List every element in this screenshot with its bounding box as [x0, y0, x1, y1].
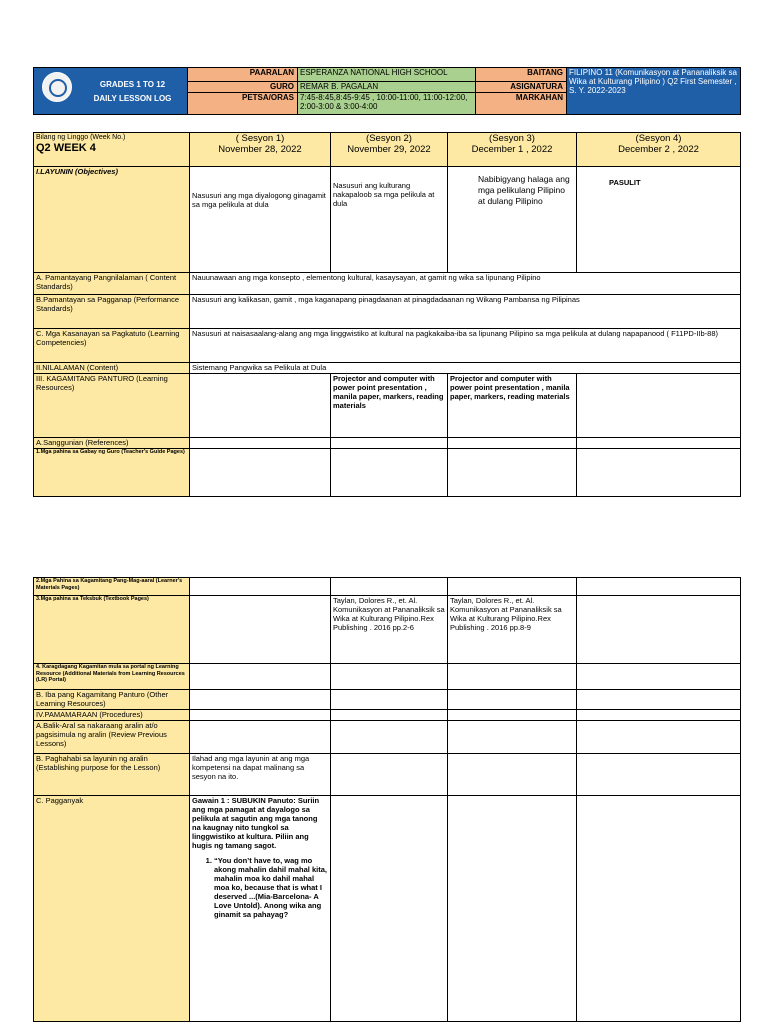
session-1-header: ( Sesyon 1) November 28, 2022 [190, 133, 331, 167]
subject-info: FILIPINO 11 (Komunikasyon at Pananaliksik sa Wika at Kulturang Pilipino ) Q2 First Semester , S. Y. 2022-2023 [567, 68, 741, 115]
week-label: Bilang ng Linggo (Week No.) [36, 134, 126, 141]
learning-resources-label: III. KAGAMITANG PANTURO (Learning Resources) [34, 374, 190, 438]
header-title-cell [34, 68, 188, 115]
competencies-label: C. Mga Kasanayan sa Pagkatuto (Learning Competencies) [34, 329, 190, 363]
quarter-label: MARKAHAN [476, 93, 567, 115]
textbook-s2: Taylan, Dolores R., et. Al. Komunikasyon at Pananaliksik sa Wika at Kulturang Pilipino.Rex Publishing . 2016 pp.2-6 [331, 596, 448, 664]
lesson-log-table-1 [33, 132, 741, 497]
subject-label: ASIGNATURA [476, 82, 567, 93]
performance-standards-label: B.Pamantayan sa Pagganap (Performance Standards) [34, 295, 190, 329]
lesson-log-table-2 [33, 577, 741, 1022]
school-label: PAARALAN [188, 68, 298, 82]
resources-s1 [190, 374, 331, 438]
competencies-text: Nasusuri at naisasaalang-alang ang mga linggwistiko at kultural na pagkakaiba-iba sa lipunang Pilipino sa mga pelikula at dulang napapanood ( F11PD-IIb-88) [190, 329, 741, 363]
date-label: PETSA/ORAS [188, 93, 298, 115]
session-3-header: (Sesyon 3) December 1 , 2022 [448, 133, 577, 167]
deped-seal-icon [42, 72, 72, 102]
activity-item-1: 1. “You don’t have to, wag mo akong mahalin dahil mahal kita, mahalin moa ko dahil mahal moa ko, because that is what I deserved ...(Mia-Barcelona- A Love Untold). Anong wika ang ginamit sa pahayag? [214, 856, 328, 919]
week-cell [34, 133, 190, 167]
guide-pages-label: 1.Mga pahina sa Gabay ng Guro (Teacher's Guide Pages) [34, 449, 190, 497]
learner-pages-label: 2.Mga Pahina sa Kagamitang Pang-Mag-aaral (Learner's Materials Pages) [34, 578, 190, 596]
content-standards-label: A. Pamantayang Pangnilalaman ( Content Standards) [34, 273, 190, 295]
review-label: A.Balik-Aral sa nakaraang aralin at/o pagsisimula ng aralin (Review Previous Lessons) [34, 721, 190, 754]
objective-s1: Nasusuri ang mga diyalogong ginagamit sa mga pelikula at dula [190, 167, 331, 273]
references-label: A.Sanggunian (References) [34, 438, 190, 449]
teacher-value: REMAR B. PAGALAN [298, 82, 476, 93]
week-value: Q2 WEEK 4 [36, 142, 96, 154]
textbook-pages-label: 3.Mga pahina sa Teksbuk (Textbook Pages) [34, 596, 190, 664]
content-text: Sistemang Pangwika sa Pelikula at Dula [190, 363, 741, 374]
session-4-header: (Sesyon 4) December 2 , 2022 [577, 133, 741, 167]
title-line1: GRADES 1 TO 12 [99, 79, 166, 89]
content-label: II.NILALAMAN (Content) [34, 363, 190, 374]
objective-s3: Nabibigyang halaga ang mga pelikulang Pilipino at dulang Pilipino [448, 167, 577, 273]
other-resources-label: B. Iba pang Kagamitang Panturo (Other Learning Resources) [34, 690, 190, 710]
resources-s2: Projector and computer with power point presentation , manila paper, markers, reading materials [331, 374, 448, 438]
objectives-label: I.LAYUNIN (Objectives) [34, 167, 190, 273]
resources-s4 [577, 374, 741, 438]
objective-s2: Nasusuri ang kulturang nakapaloob sa mga pelikula at dula [331, 167, 448, 273]
purpose-s1: Ilahad ang mga layunin at ang mga kompetensi na dapat malinang sa sesyon na ito. [190, 754, 331, 796]
performance-standards-text: Nasusuri ang kalikasan, gamit , mga kaganapang pinagdaanan at pinagdadaanan ng Wikang Pambansa ng Pilipinas [190, 295, 741, 329]
session-2-header: (Sesyon 2) November 29, 2022 [331, 133, 448, 167]
textbook-s3: Taylan, Dolores R., et. Al. Komunikasyon at Pananaliksik sa Wika at Kulturang Pilipino.Rex Publishing . 2016 pp.8-9 [448, 596, 577, 664]
procedures-label: IV.PAMAMARAAN (Procedures) [34, 710, 190, 721]
purpose-label: B. Paghahabi sa layunin ng aralin (Establishing purpose for the Lesson) [34, 754, 190, 796]
content-standards-text: Nauunawaan ang mga konsepto , elementong kultural, kasaysayan, at gamit ng wika sa lipunang Pilipino [190, 273, 741, 295]
objective-s4: PASULIT [577, 167, 741, 273]
additional-materials-label: 4. Karagdagang Kagamitan mula sa portal ng Learning Resource (Additional Materials from Learning Resources (LR) Portal) [34, 664, 190, 690]
teacher-label: GURO [188, 82, 298, 93]
date-time-value: 7:45-8:45,8:45-9:45 , 10:00-11:00, 11:00-12:00, 2:00-3:00 & 3:00-4:00 [298, 93, 476, 115]
grade-label: BAITANG [476, 68, 567, 82]
title-line2: DAILY LESSON LOG [93, 93, 172, 103]
activity-instructions: Gawain 1 : SUBUKIN Panuto: Suriin ang mga pamagat at dayalogo sa pelikula at sagutin ang mga tanong na kaugnay nito tungkol sa linggwistiko at kultura. Piliin ang hugis ng tamang sagot. [192, 796, 320, 850]
motivation-label: C. Pagganyak [34, 796, 190, 1022]
school-value: ESPERANZA NATIONAL HIGH SCHOOL [298, 68, 476, 82]
motivation-s1 [190, 796, 331, 1022]
resources-s3: Projector and computer with power point presentation , manila paper, markers, reading materials [448, 374, 577, 438]
header-table [33, 67, 741, 115]
